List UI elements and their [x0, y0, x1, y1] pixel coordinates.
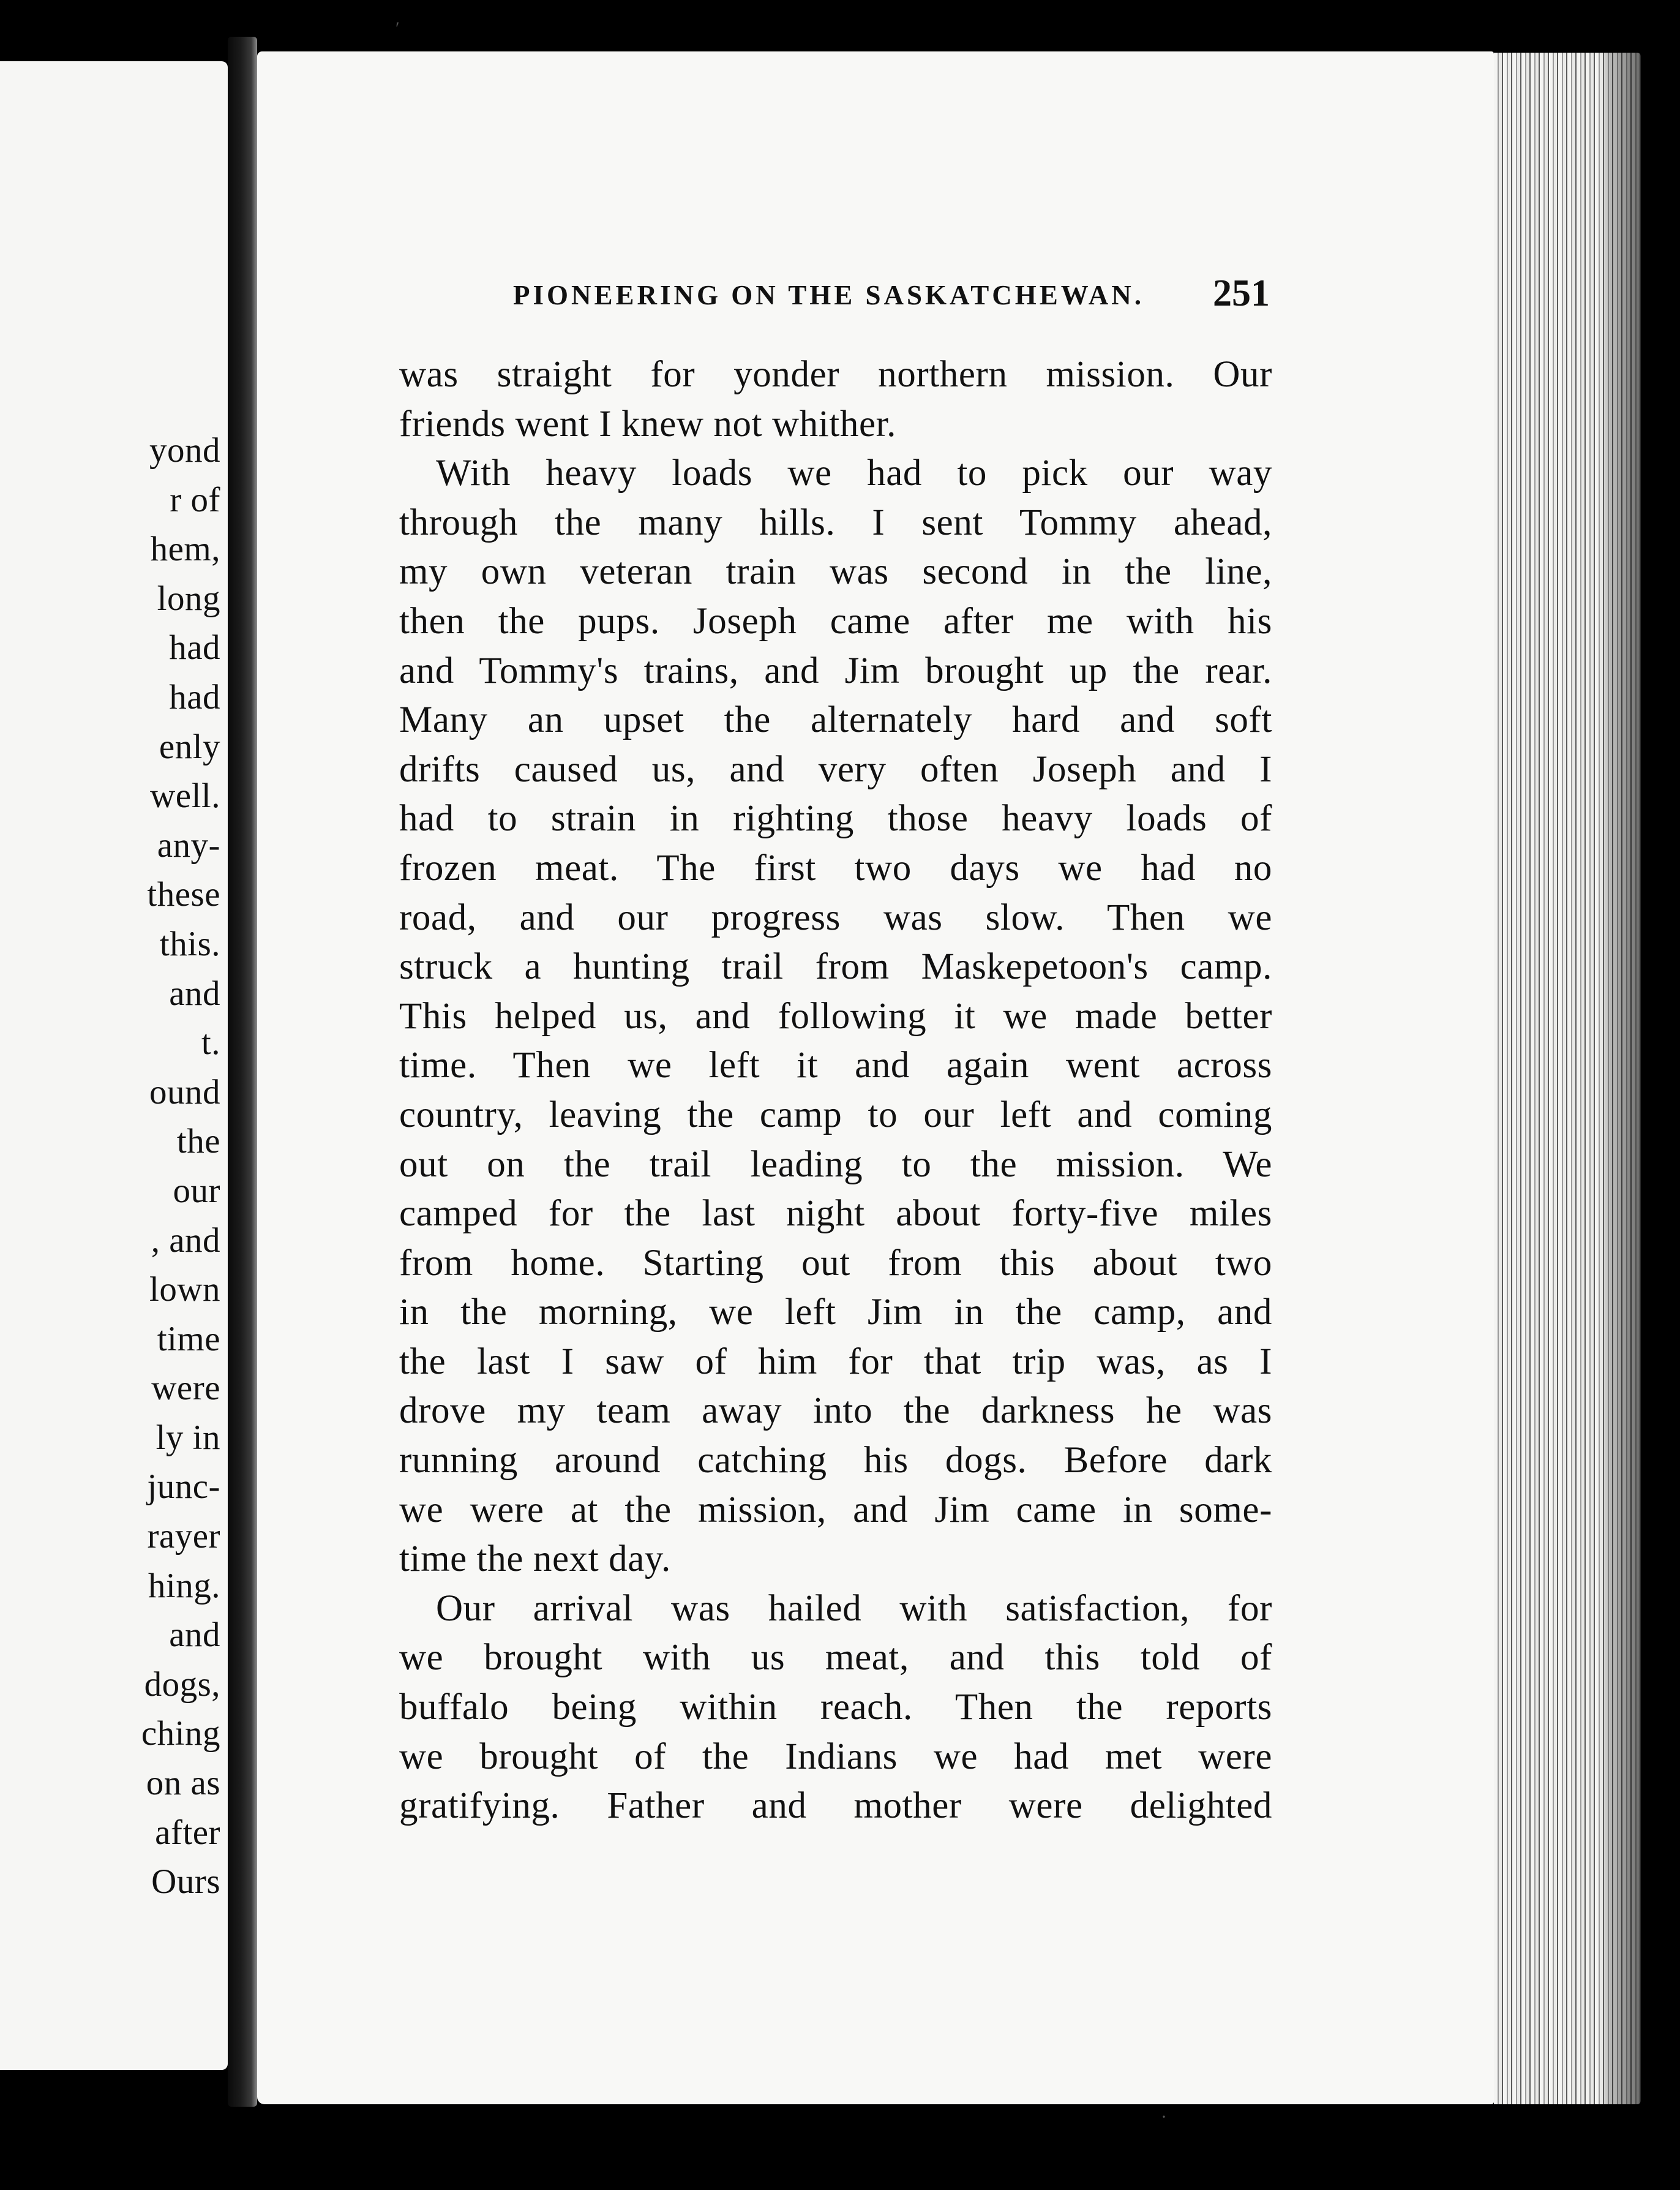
left-page-line: had — [169, 677, 220, 717]
left-page-line: time — [157, 1319, 220, 1358]
scan-mark: ′ — [396, 18, 400, 39]
text-line: through the many hills. I sent Tommy ahead, — [399, 502, 1272, 543]
text-line: we brought of the Indians we had met were — [399, 1736, 1272, 1777]
text-line: buffalo being within reach. Then the reports — [399, 1687, 1272, 1728]
running-head — [513, 274, 1270, 317]
text-line: With heavy loads we had to pick our way — [436, 453, 1272, 494]
left-page-line: ly in — [156, 1418, 220, 1457]
left-page-line: junc- — [147, 1467, 220, 1507]
text-line: country, leaving the camp to our left and coming — [399, 1094, 1272, 1135]
text-line: gratifying. Father and mother were delighted — [399, 1785, 1272, 1827]
left-page-line: dogs, — [144, 1665, 220, 1704]
left-page-line: and — [169, 1616, 220, 1655]
text-line: time the next day. — [399, 1538, 671, 1580]
left-page-line: after — [155, 1813, 220, 1852]
left-page-line: hing. — [148, 1566, 220, 1605]
left-page-line: long — [157, 579, 220, 618]
left-page-line: any- — [157, 826, 220, 865]
text-line: then the pups. Joseph came after me with his — [399, 600, 1272, 642]
left-page-line: , and — [151, 1221, 220, 1260]
left-page-line: the — [176, 1122, 220, 1161]
text-line: from home. Starting out from this about two — [399, 1242, 1272, 1284]
text-line: the last I saw of him for that trip was, as I — [399, 1341, 1272, 1382]
scan-mark: · — [1161, 2107, 1167, 2127]
left-page-line: these — [147, 875, 220, 914]
text-line: This helped us, and following it we made better — [399, 995, 1272, 1037]
left-page-line: on as — [146, 1764, 220, 1803]
text-line: struck a hunting trail from Maskepetoon's camp. — [399, 946, 1272, 988]
text-line: time. Then we left it and again went across — [399, 1045, 1272, 1086]
text-line: running around catching his dogs. Before dark — [399, 1440, 1272, 1481]
text-line: drifts caused us, and very often Joseph and I — [399, 748, 1272, 790]
left-page-line: ching — [141, 1714, 220, 1753]
text-line: out on the trail leading to the mission. We — [399, 1143, 1272, 1185]
left-page-line: hem, — [150, 530, 220, 569]
text-line: road, and our progress was slow. Then we — [399, 897, 1272, 938]
text-line: frozen meat. The first two days we had no — [399, 847, 1272, 889]
text-line: had to strain in righting those heavy loads of — [399, 798, 1272, 840]
book-gutter — [228, 37, 257, 2107]
running-head-title: PIONEERING ON THE SASKATCHEWAN. — [513, 280, 1145, 310]
left-page-line: t. — [201, 1023, 220, 1063]
left-page-line: lown — [149, 1270, 220, 1309]
text-line: we brought with us meat, and this told of — [399, 1637, 1272, 1679]
left-page-line: well. — [150, 777, 220, 816]
left-page-line: Ours — [151, 1862, 220, 1902]
text-line: in the morning, we left Jim in the camp, and — [399, 1292, 1272, 1333]
text-line: Our arrival was hailed with satisfaction, for — [436, 1587, 1272, 1629]
page-edges — [1494, 53, 1641, 2104]
left-page-line: our — [173, 1171, 220, 1210]
text-line: and Tommy's trains, and Jim brought up the rear. — [399, 650, 1272, 691]
text-line: my own veteran train was second in the line, — [399, 551, 1272, 593]
left-page-line: and — [169, 974, 220, 1013]
left-page — [0, 61, 228, 2070]
left-page-line: were — [151, 1369, 220, 1408]
left-page-line: r of — [170, 480, 220, 519]
text-line: we were at the mission, and Jim came in some- — [399, 1489, 1272, 1530]
page-edges-shadow — [1604, 53, 1641, 2104]
body-text — [399, 350, 1272, 1831]
text-line: was straight for yonder northern mission. Our — [399, 354, 1272, 395]
left-page-line: this. — [159, 924, 220, 963]
text-line: Many an upset the alternately hard and soft — [399, 699, 1272, 741]
left-page-text — [0, 426, 220, 1907]
left-page-line: had — [169, 628, 220, 668]
left-page-line: rayer — [147, 1517, 220, 1556]
page-number: 251 — [1213, 273, 1270, 314]
text-line: friends went I knew not whither. — [399, 403, 897, 445]
left-page-line: enly — [159, 727, 220, 766]
left-page-line: yond — [149, 431, 220, 470]
text-line: camped for the last night about forty-five miles — [399, 1193, 1272, 1235]
text-line: drove my team away into the darkness he was — [399, 1390, 1272, 1432]
left-page-line: ound — [149, 1072, 220, 1112]
